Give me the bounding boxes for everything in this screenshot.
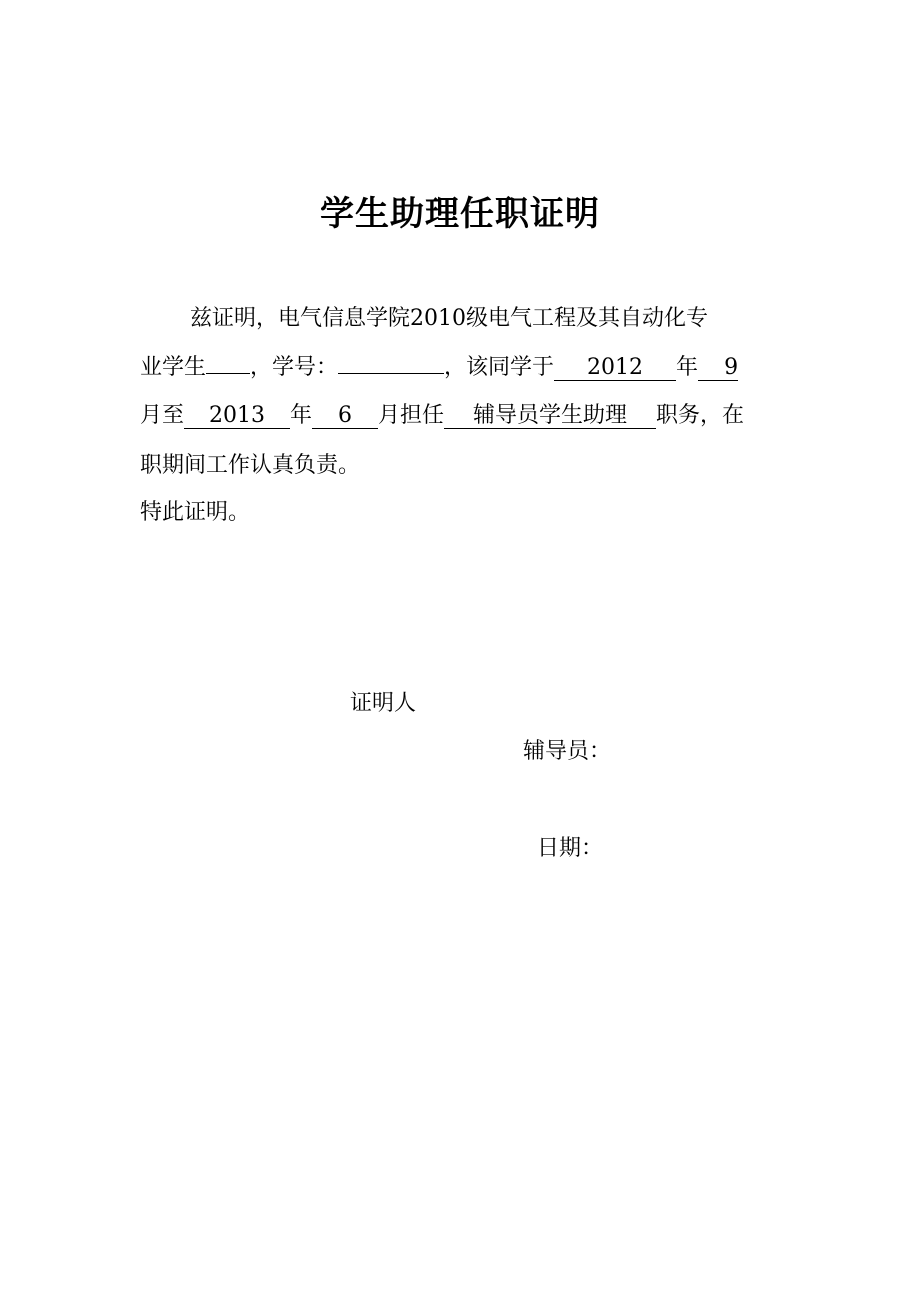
year-unit-text: 年: [676, 355, 699, 380]
year-unit-text-2: 年: [290, 403, 313, 428]
student-name-blank: [206, 373, 250, 374]
body-line-1: [190, 304, 708, 334]
certifier-label: 证明人: [350, 691, 417, 716]
position-field: 辅导员学生助理: [444, 404, 656, 429]
body-line-3: [140, 401, 744, 431]
start-month-field: 9: [698, 356, 738, 381]
body-text-student: 业学生: [140, 355, 207, 380]
closing-line: [140, 498, 250, 528]
page-title: 学生助理任职证明: [320, 194, 600, 234]
end-month-field: 6: [312, 404, 378, 429]
body-text-performance: 职期间工作认真负责。: [140, 453, 361, 478]
body-text-to: 月至: [140, 403, 185, 428]
closing-text: 特此证明。: [140, 500, 251, 525]
student-id-blank: [338, 373, 444, 374]
body-text-from: ，该同学于: [444, 355, 555, 380]
date-label: 日期：: [537, 836, 604, 861]
end-year-field: 2013: [184, 404, 290, 429]
counselor-label: 辅导员：: [523, 739, 612, 764]
body-line-2: [140, 353, 738, 383]
body-line-4: [140, 451, 360, 481]
body-text-student-id: ，学号：: [250, 355, 339, 380]
body-text-held: 月担任: [378, 403, 445, 428]
body-text-intro: 兹证明，电气信息学院2010级电气工程及其自动化专: [190, 306, 708, 331]
body-text-duty: 职务，在: [656, 403, 745, 428]
start-year-field: 2012: [554, 356, 676, 381]
